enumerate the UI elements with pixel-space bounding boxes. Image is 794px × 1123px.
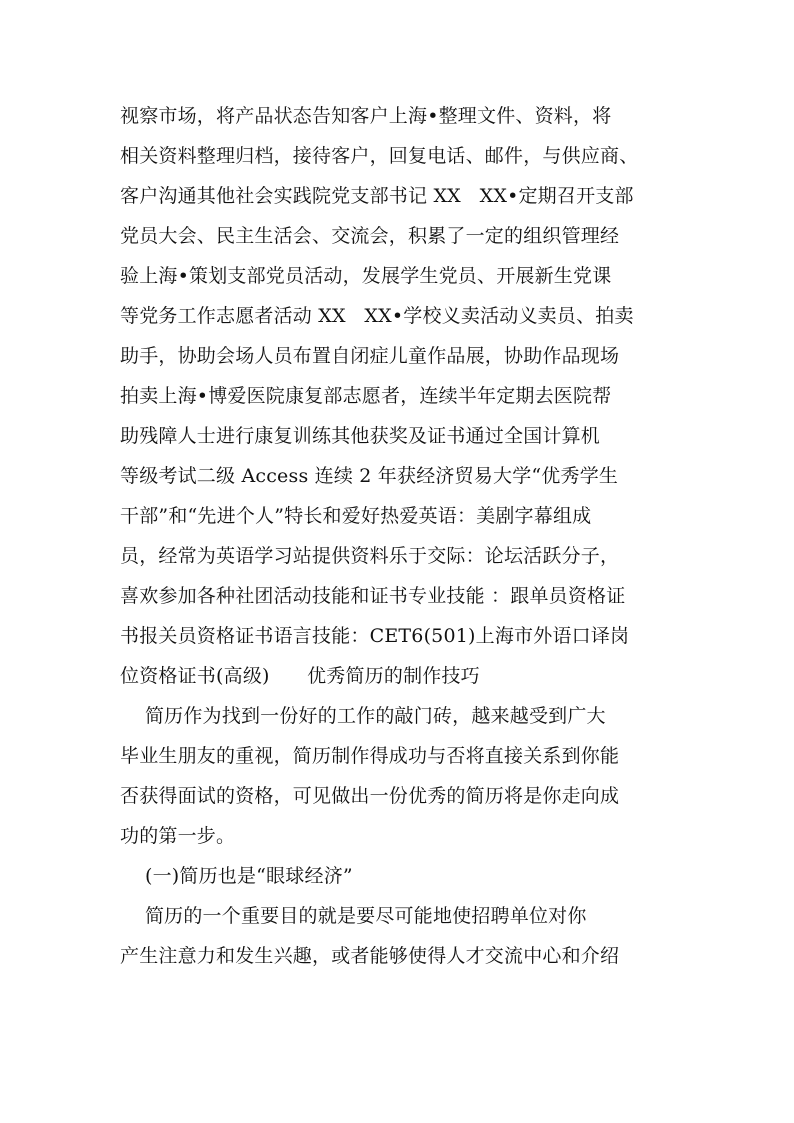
text-line: 喜欢参加各种社团活动技能和证书专业技能 ：跟单员资格证	[120, 585, 626, 607]
text-line: 党员大会、民主生活会、交流会，积累了一定的组织管理经	[120, 225, 620, 247]
text-line: 毕业生朋友的重视，简历制作得成功与否将直接关系到你能	[120, 745, 620, 767]
text-line: 简历作为找到一份好的工作的敲门砖，越来越受到广大	[120, 705, 606, 727]
text-line: 助手，协助会场人员布置自闭症儿童作品展，协助作品现场	[120, 345, 620, 367]
text-line: 位资格证书(高级) 优秀简历的制作技巧	[120, 665, 480, 687]
text-line: 客户沟通其他社会实践院党支部书记 XX XX•定期召开支部	[120, 185, 634, 207]
text-line: (一)简历也是“眼球经济”	[120, 865, 353, 887]
text-line: 拍卖上海•博爱医院康复部志愿者，连续半年定期去医院帮	[120, 385, 612, 407]
text-line: 验上海•策划支部党员活动，发展学生党员、开展新生党课	[120, 265, 612, 287]
text-line: 干部”和“先进个人”特长和爱好热爱英语：美剧字幕组成	[120, 505, 592, 527]
text-line: 助残障人士进行康复训练其他获奖及证书通过全国计算机	[120, 425, 601, 447]
text-line: 等党务工作志愿者活动 XX XX•学校义卖活动义卖员、拍卖	[120, 305, 634, 327]
text-line: 产生注意力和发生兴趣，或者能够使得人才交流中心和介绍	[120, 945, 620, 967]
text-line: 相关资料整理归档，接待客户，回复电话、邮件，与供应商、	[120, 145, 639, 167]
text-line: 简历的一个重要目的就是要尽可能地使招聘单位对你	[120, 905, 587, 927]
text-line: 功的第一步。	[120, 825, 236, 847]
text-line: 否获得面试的资格，可见做出一份优秀的简历将是你走向成	[120, 785, 620, 807]
text-line: 员，经常为英语学习站提供资料乐于交际：论坛活跃分子，	[120, 545, 620, 567]
text-line: 视察市场，将产品状态告知客户上海•整理文件、资料，将	[120, 105, 612, 127]
text-line: 书报关员资格证书语言技能：CET6(501)上海市外语口译岗	[120, 625, 630, 647]
text-line: 等级考试二级 Access 连续 2 年获经济贸易大学“优秀学生	[120, 465, 619, 487]
